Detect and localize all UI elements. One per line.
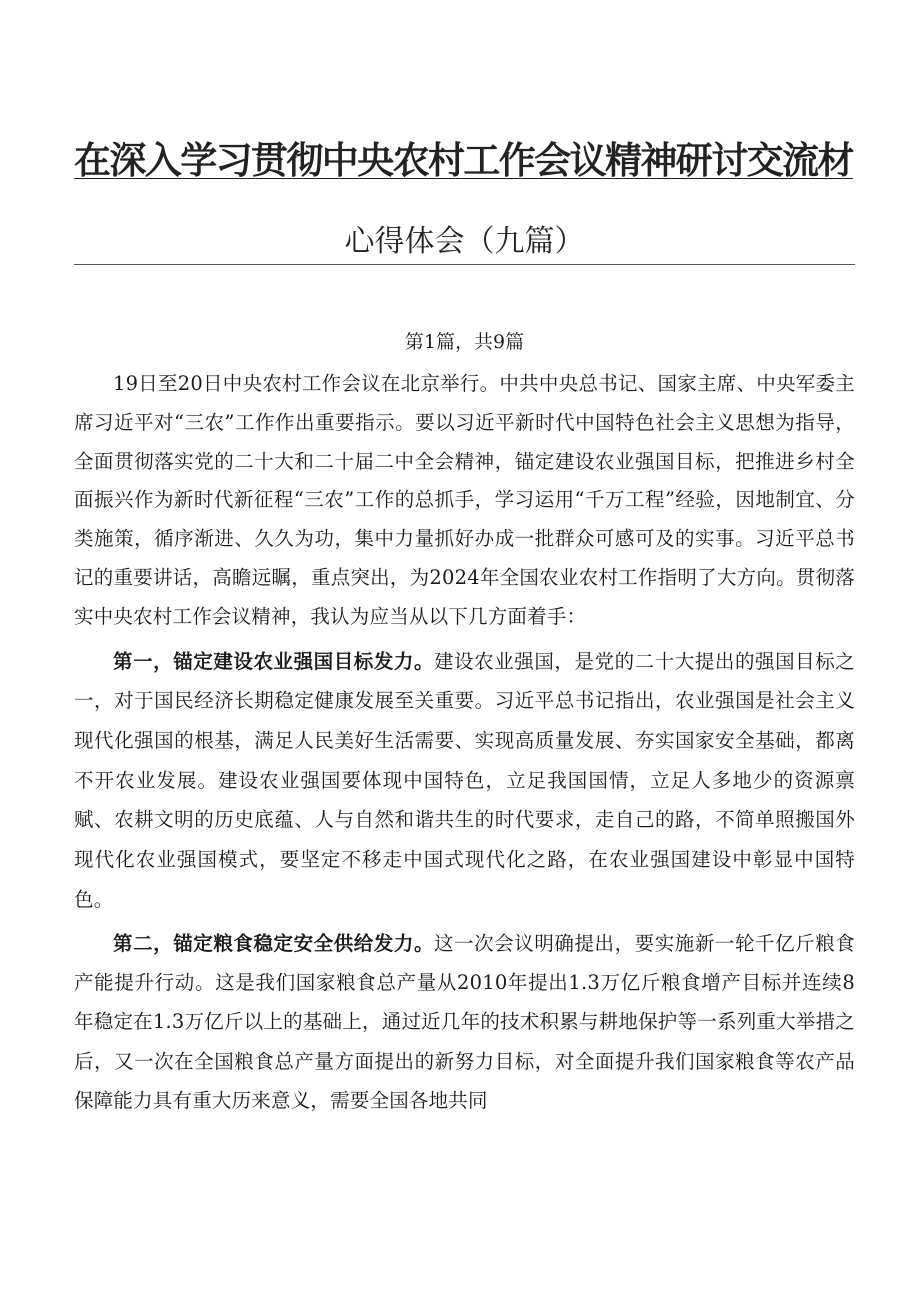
paragraph-point-1-text: 建设农业强国，是党的二十大提出的强国目标之一，对于国民经济长期稳定健康发展至关重要。习近平总书记指出，农业强国是社会主义现代化强国的根基，满足人民美好生活需要、实现高质量发展、夯实国家安全基础，都离不开农业发展。建设农业强国要体现中国特色，立足我国国情，立足人多地少的资源禀赋、农耕文明的历史底蕴、人与自然和谐共生的时代要求，走自己的路，不简单照搬国外现代化农业强国模式，要坚定不移走中国式现代化之路，在农业强国建设中彰显中国特色。 — [74, 649, 856, 911]
document-title-line-1: 在深入学习贯彻中央农村工作会议精神研讨交流材 — [74, 139, 853, 182]
paragraph-point-2 — [74, 924, 855, 1121]
paragraph-point-1-lead: 第一，锚定建设农业强国目标发力。 — [113, 649, 435, 673]
paragraph-point-2-lead: 第二，锚定粮食稳定安全供给发力。 — [113, 931, 435, 955]
document-body — [74, 365, 855, 1121]
part-heading: 第1篇，共9篇 — [404, 331, 525, 353]
title-divider — [74, 264, 855, 265]
paragraph-intro-text: 19日至20日中央农村工作会议在北京举行。中共中央总书记、国家主席、中央军委主席习近平对“三农”工作作出重要指示。要以习近平新时代中国特色社会主义思想为指导，全面贯彻落实党的二十大和二十届二中全会精神，锚定建设农业强国目标，把推进乡村全面振兴作为新时代新征程“三农”工作的总抓手，学习运用“千万工程”经验，因地制宜、分类施策，循序渐进、久久为功，集中力量抓好办成一批群众可感可及的实事。习近平总书记的重要讲话，高瞻远瞩，重点突出，为2024年全国农业农村工作指明了大方向。贯彻落实中央农村工作会议精神，我认为应当从以下几方面着手： — [74, 372, 855, 628]
document-title-line-2: 心得体会（九篇） — [344, 224, 585, 259]
paragraph-point-1 — [74, 642, 855, 920]
paragraph-point-2-text: 这一次会议明确提出，要实施新一轮千亿斤粮食产能提升行动。这是我们国家粮食总产量从2010年提出1.3万亿斤粮食增产目标并连续8年稳定在1.3万亿斤以上的基础上，通过近几年的技术积累与耕地保护等一系列重大举措之后，又一次在全国粮食总产量方面提出的新努力目标，对全面提升我们国家粮食等农产品保障能力具有重大历来意义，需要全国各地共同 — [74, 931, 856, 1113]
paragraph-intro — [74, 365, 855, 637]
